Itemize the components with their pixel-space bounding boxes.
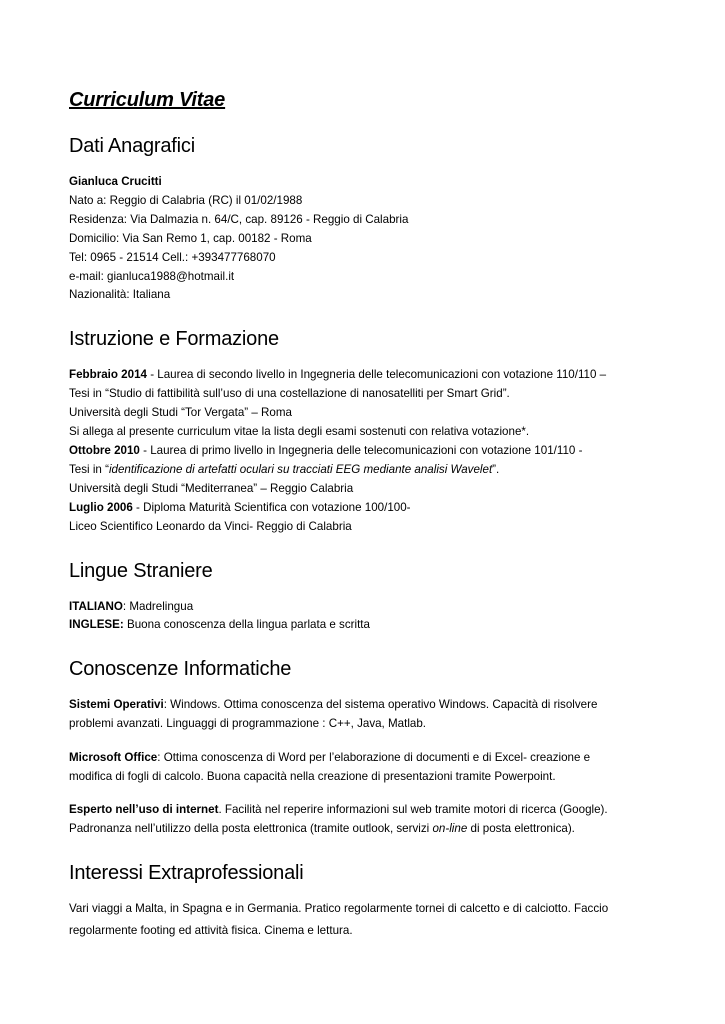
- heading-dati-anagrafici: Dati Anagrafici: [69, 135, 195, 157]
- education-line-1: [69, 366, 669, 385]
- internet-text-2-italic: on-line: [432, 821, 468, 835]
- internet-line-2: [69, 820, 669, 839]
- heading-interessi: Interessi Extraprofessionali: [69, 861, 304, 884]
- education-line-3: Università degli Studi “Tor Vergata” – Roma: [69, 406, 292, 420]
- paragraph-gap: [69, 734, 669, 749]
- education-line-4: Si allega al presente curriculum vitae la lista degli esami sostenuti con relativa votazione*.: [69, 425, 530, 439]
- birth-info: Nato a: Reggio di Calabria (RC) il 01/02/1988: [69, 193, 303, 207]
- education-text-2010: - Laurea di primo livello in Ingegneria delle telecomunicazioni con votazione 101/110 -: [139, 443, 583, 457]
- internet-text-2-post: di posta elettronica).: [467, 821, 575, 835]
- office-label: Microsoft Office: [69, 750, 158, 764]
- internet-text-2-pre: Padronanza nell’utilizzo della posta elettronica (tramite outlook, servizi: [69, 821, 433, 835]
- nationality-info: Nazionalità: Italiana: [69, 288, 171, 302]
- internet-label: Esperto nell’uso di internet: [69, 802, 219, 816]
- document-title: Curriculum Vitae: [69, 89, 226, 111]
- residence-info: Residenza: Via Dalmazia n. 64/C, cap. 89126 - Reggio di Calabria: [69, 212, 409, 226]
- phone-info: Tel: 0965 - 21514 Cell.: +393477768070: [69, 250, 276, 264]
- paragraph-gap: [69, 786, 669, 801]
- education-block: [69, 366, 669, 536]
- thesis-prefix: Tesi in “: [69, 462, 109, 476]
- language-level-italian: : Madrelingua: [122, 599, 194, 613]
- languages-block: [69, 598, 669, 636]
- document-content: [69, 88, 669, 942]
- education-text-2006: - Diploma Maturità Scientifica con votazione 100/100-: [132, 500, 411, 514]
- heading-lingue: Lingue Straniere: [69, 559, 213, 582]
- education-date-2006: Luglio 2006: [69, 500, 133, 514]
- heading-istruzione: Istruzione e Formazione: [69, 328, 279, 351]
- internet-text-1: . Facilità nel reperire informazioni sul web tramite motori di ricerca (Google).: [218, 802, 608, 816]
- office-text-1: : Ottima conoscenza di Word per l’elaborazione di documenti e di Excel- creazione e: [157, 750, 591, 764]
- os-line-1: [69, 696, 669, 715]
- education-date-2014: Febbraio 2014: [69, 368, 147, 382]
- language-italian: [69, 598, 669, 617]
- education-date-2010: Ottobre 2010: [69, 443, 140, 457]
- person-name: Gianluca Crucitti: [69, 175, 162, 188]
- office-line-2: modifica di fogli di calcolo. Buona capacità nella creazione di presentazioni tramite Powerpoint.: [69, 769, 556, 783]
- heading-informatica: Conoscenze Informatiche: [69, 658, 292, 681]
- internet-line-1: [69, 801, 669, 820]
- education-text-2014: - Laurea di secondo livello in Ingegneria delle telecomunicazioni con votazione 110/110 –: [146, 368, 607, 382]
- personal-data-block: [69, 173, 669, 305]
- os-label: Sistemi Operativi: [69, 698, 164, 712]
- education-line-2: Tesi in “Studio di fattibilità sull’uso di una costellazione di nanosatelliti per Smart Grid”.: [69, 387, 510, 401]
- education-line-9: Liceo Scientifico Leonardo da Vinci- Reggio di Calabria: [69, 519, 352, 533]
- education-line-5: [69, 442, 669, 461]
- office-line-1: [69, 749, 669, 768]
- thesis-suffix: ”.: [492, 462, 500, 476]
- language-label-english: INGLESE:: [69, 618, 124, 632]
- interests-paragraph: Vari viaggi a Malta, in Spagna e in Germania. Pratico regolarmente tornei di calcetto e di calciotto. Faccio regolarmente footing ed attività fisica. Cinema e lettura.: [69, 901, 609, 937]
- education-line-7: Università degli Studi “Mediterranea” – Reggio Calabria: [69, 481, 354, 495]
- thesis-title-italic: identificazione di artefatti oculari su tracciati EEG mediante analisi Wavelet: [108, 462, 493, 476]
- education-line-8: [69, 499, 669, 518]
- language-level-english: Buona conoscenza della lingua parlata e scritta: [123, 618, 370, 632]
- it-skills-block: [69, 696, 669, 838]
- education-line-6: [69, 461, 669, 480]
- os-text-1: : Windows. Ottima conoscenza del sistema operativo Windows. Capacità di risolvere: [163, 698, 598, 712]
- language-english: [69, 616, 669, 635]
- language-label-italian: ITALIANO: [69, 599, 123, 613]
- os-line-2: problemi avanzati. Linguaggi di programmazione : C++, Java, Matlab.: [69, 717, 427, 731]
- email-info: e-mail: gianluca1988@hotmail.it: [69, 269, 235, 283]
- domicile-info: Domicilio: Via San Remo 1, cap. 00182 - Roma: [69, 231, 312, 245]
